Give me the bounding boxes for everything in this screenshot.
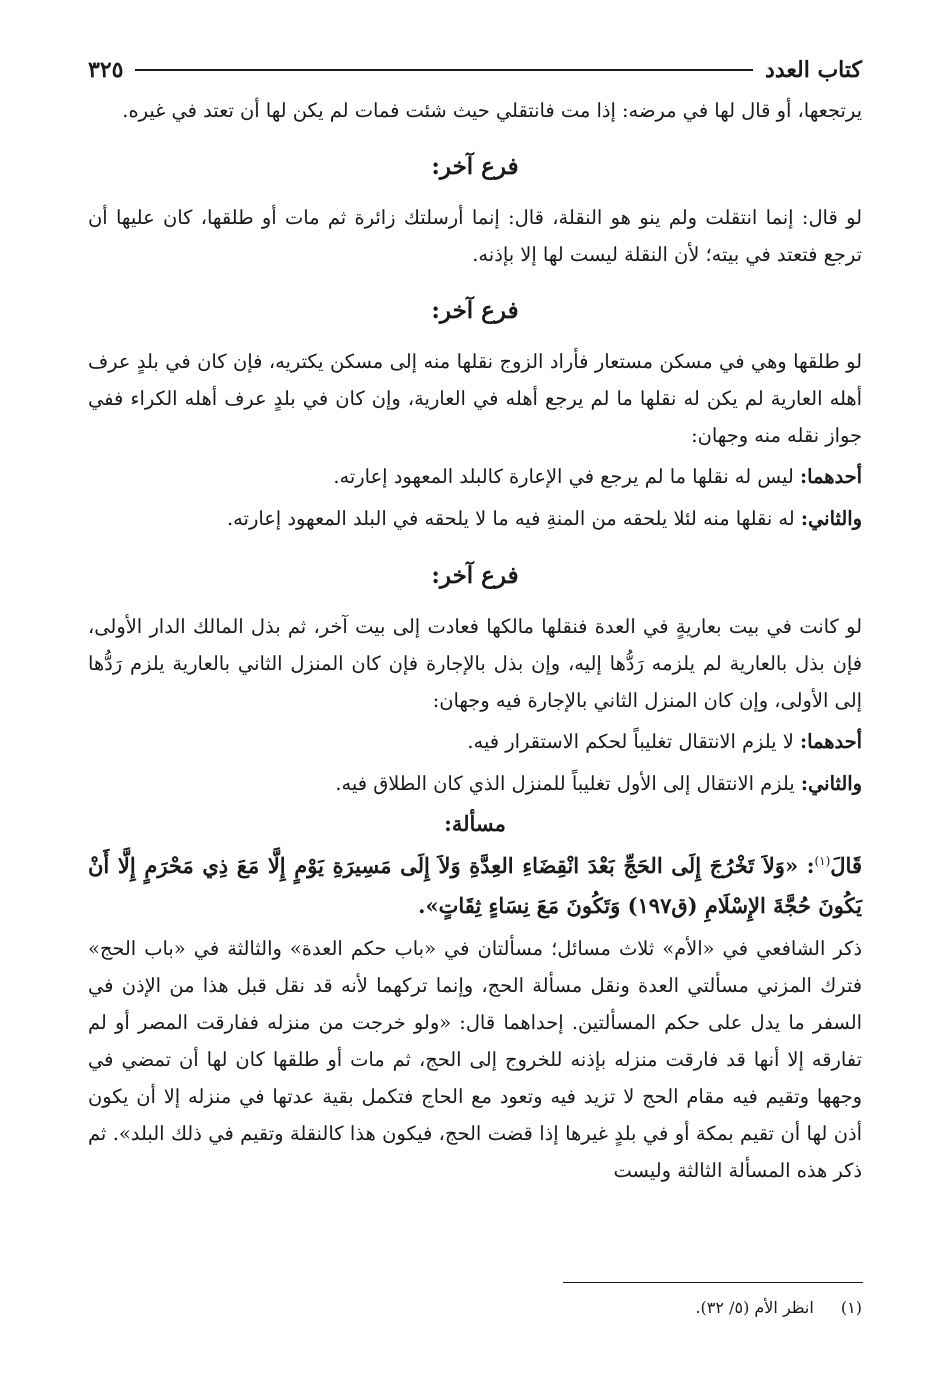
mukhtasar-quote bbox=[88, 841, 862, 926]
first-opinion-text: لا يلزم الانتقال تغليباً لحكم الاستقرار فيه. bbox=[467, 730, 794, 753]
section-paragraph: لو كانت في بيت بعاريةٍ في العدة فنقلها مالكها فعادت إلى بيت آخر، ثم بذل المالك الدار الأولى، فإن بذل بالعارية لم يلزمه رَدُّها إليه، وإن بذل بالإجارة فإن كان المنزل الثاني بالعارية يلزم رَدُّها إلى الأولى، وإن كان المنزل الثاني بالإجارة فيه وجهان: bbox=[88, 615, 862, 712]
quote-text: : «وَلاَ تَخْرُجَ إِلَى الحَجِّ بَعْدَ انْقِضَاءِ العِدَّةِ وَلاَ إِلَى مَسِيرَةِ يَوْمٍ إِلَّا مَعَ ذِي مَحْرَمٍ إِلَّا أَنْ يَكُونَ حُجَّةَ الإِسْلَامِ (ق١٩٧) وَتَكُونَ مَعَ نِسَاءٍ ثِقَاتٍ». bbox=[88, 853, 862, 918]
footnote-rule bbox=[563, 1282, 863, 1283]
first-opinion-text: ليس له نقلها ما لم يرجع في الإعارة كالبلد المعهود إعارته. bbox=[333, 465, 794, 488]
second-opinion-text: يلزم الانتقال إلى الأول تغليباً للمنزل الذي كان الطلاق فيه. bbox=[335, 772, 795, 795]
intro-paragraph: يرتجعها، أو قال لها في مرضه: إذا مت فانتقلي حيث شئت فمات لم يكن لها أن تعتد في غيره. bbox=[122, 99, 862, 122]
footnote-number: (١) bbox=[840, 1298, 862, 1317]
footnote-reference[interactable]: (١) bbox=[814, 854, 831, 868]
first-opinion bbox=[88, 458, 862, 496]
second-opinion bbox=[88, 765, 862, 803]
book-title: كتاب العدد bbox=[765, 57, 862, 83]
qaala-word: قَالَ bbox=[830, 853, 862, 878]
masala-heading: مسألة: bbox=[444, 811, 506, 836]
section-heading: فرع آخر: bbox=[431, 562, 519, 589]
second-opinion-label: والثاني: bbox=[800, 772, 862, 795]
second-opinion bbox=[88, 500, 862, 538]
second-opinion-label: والثاني: bbox=[800, 507, 862, 530]
page-number: ٣٢٥ bbox=[88, 57, 124, 83]
section-heading: فرع آخر: bbox=[431, 153, 519, 180]
footnote bbox=[695, 1296, 862, 1320]
running-header bbox=[88, 48, 862, 92]
section-paragraph: لو قال: إنما انتقلت ولم ينو هو النقلة، قال: إنما أرسلتك زائرة ثم مات أو طلقها، كان عليها أن ترجع فتعتد في بيته؛ لأن النقلة ليست لها إلا بإذنه. bbox=[88, 206, 862, 266]
second-opinion-text: له نقلها منه لئلا يلحقه من المنةِ فيه ما لا يلحقه في البلد المعهود إعارته. bbox=[227, 507, 795, 530]
commentary-paragraph: ذكر الشافعي في «الأم» ثلاث مسائل؛ مسألتان في «باب حكم العدة» والثالثة في «باب الحج» فترك المزني مسألتي العدة ونقل مسألة الحج، وإنما تركهما لأنه قد نقل قبل هذا من الإذن في السفر ما يدل على حكم المسألتين. إحداهما قال: «ولو خرجت من منزله ففارقت المصر أو لم تفارقه إلا أنها قد فارقت منزله بإذنه للخروج إلى الحج، ثم مات أو طلقها كان لها أن تمضي في وجهها وتقيم فيه مقام الحج لا تزيد فيه وتعود مع الحاج فتكمل بقية عدتها في منزله إلا أن يكون أذن لها أن تقيم بمكة أو في بلدٍ غيرها إذا قضت الحج، فيكون هذا كالنقلة وتقيم في ذلك البلد». ثم ذكر هذه المسألة الثالثة وليست bbox=[88, 937, 862, 1182]
first-opinion bbox=[88, 723, 862, 761]
section-paragraph: لو طلقها وهي في مسكن مستعار فأراد الزوج نقلها منه إلى مسكن يكتريه، فإن كان في بلدٍ عرف أهله العارية لم يكن له نقلها ما لم يرجع أهله في العارية، وإن كان في بلدٍ عرف أهله الكراء ففي جواز نقله منه وجهان: bbox=[88, 350, 862, 447]
header-rule bbox=[135, 69, 753, 71]
section-heading: فرع آخر: bbox=[431, 297, 519, 324]
first-opinion-label: أحدهما: bbox=[799, 730, 862, 753]
footnote-text: انظر الأم (٥/ ٣٢). bbox=[695, 1298, 814, 1317]
first-opinion-label: أحدهما: bbox=[799, 465, 862, 488]
